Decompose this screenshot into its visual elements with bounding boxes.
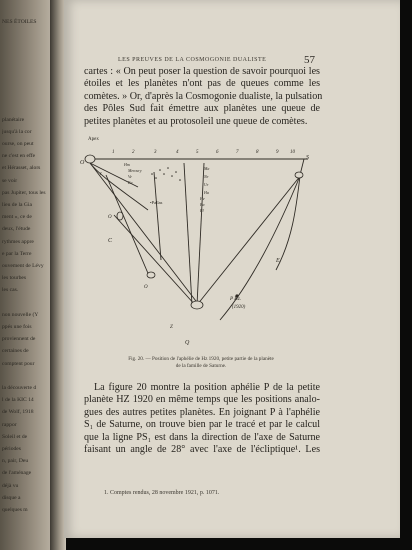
text-line: La figure 20 montre la position aphélie P de la petite: [94, 382, 320, 393]
left-page-fragment: deux, l'étude: [2, 226, 31, 233]
planet-ur: Ur: [204, 182, 209, 187]
planet-ve: Ve: [128, 174, 132, 179]
footnote: 1. Comptes rendus, 28 novembre 1921, p. 1071.: [104, 490, 220, 496]
point-o: [85, 155, 95, 163]
left-page-fragment: NES ÉTOILES: [2, 19, 37, 25]
planet-ea: Ea: [128, 180, 133, 185]
planet-he: He: [200, 196, 205, 201]
label-r: r: [100, 172, 102, 177]
tick-10: 10: [290, 150, 295, 155]
text-line: S₁ de Saturne, on trouve bien par le tracé et par le calcul: [84, 419, 320, 431]
left-page-fragment: planétaire: [2, 116, 25, 123]
paragraph-bottom: [84, 382, 320, 456]
text-line: gues des autres petites planètes. En joignant P à l'aphélie: [84, 406, 320, 418]
left-page-fragment: ne c'est en effe: [2, 153, 36, 160]
diagram-line: [114, 215, 196, 306]
left-page-fragment: la découverte d: [2, 385, 37, 391]
label-o: O: [80, 160, 85, 166]
left-page-fragment: de l'aménage: [2, 470, 32, 477]
left-page-fragment: ouvement de Lévy: [2, 263, 44, 269]
tick-8: 8: [256, 150, 259, 155]
label-p-hz: P Hz.: [230, 297, 242, 302]
label-apex: Apex: [88, 137, 99, 142]
point-o2: [117, 212, 123, 220]
left-page-fragment: jusqu'à la cor: [2, 128, 32, 135]
tick-1: 1: [112, 150, 115, 155]
planet-hm: Hm: [124, 162, 130, 167]
left-page-fragment: déjà vu: [2, 482, 19, 489]
planet-pa: Pa: [200, 202, 205, 207]
left-page-fragment: rappor: [2, 421, 17, 428]
point-s1: [295, 172, 303, 178]
left-page-fragment: lieu de la Gia: [2, 202, 32, 208]
tick-4: 4: [176, 150, 179, 155]
text-line: petites planètes et au protosoleil une queue de comètes.: [84, 115, 308, 127]
tick-9: 9: [276, 150, 279, 155]
left-page-fragment: non nouvelle (Y: [2, 311, 39, 318]
left-page-fragment: de Wolf, 1918: [2, 409, 34, 416]
left-page-fragment: l de la KIC 14: [2, 397, 34, 404]
left-page-fragment: les cas.: [2, 287, 19, 294]
text-line: que la ligne PS₁ est dans la direction de l'axe de Saturne: [84, 431, 320, 443]
left-page-fragment: disque a: [2, 494, 21, 501]
planet-mercury: Mercury: [128, 168, 142, 173]
point-q: [191, 301, 203, 309]
left-page-fragment: ourse, on peut: [2, 141, 34, 147]
left-page-fragment: n, pair, Deu: [2, 458, 29, 465]
planet-ne: Ne: [204, 174, 209, 179]
label-s1: S: [306, 155, 309, 161]
label-c: C: [108, 238, 113, 244]
page-number: 57: [304, 54, 315, 66]
diagram-line: [197, 175, 301, 305]
background-edge: [400, 0, 412, 550]
text-line: faisant un angle de 28° avec l'axe de l'écliptique¹. Les: [84, 444, 320, 456]
left-page-fragment: quelques m: [2, 507, 28, 513]
orbit-diagram: [64, 130, 400, 350]
left-page-fragment: et Hérasset, alors: [2, 165, 41, 172]
diagram-line: [197, 163, 204, 305]
figure-caption: [96, 356, 306, 370]
planet-ma: Ma: [204, 166, 210, 171]
label-z: Z: [170, 325, 173, 330]
left-page-fragment: proviennent de: [2, 336, 36, 343]
point-o1: [147, 272, 155, 278]
text-line: comètes. » Or, d'après la Cosmogonie dualiste, la pulsation: [84, 90, 323, 102]
paragraph-top: [84, 66, 323, 128]
left-page-fragment: Soleil et de: [2, 433, 28, 440]
text-line: planète HZ 1920 en même temps que les positions analo-: [84, 394, 320, 406]
label-o1: O: [144, 285, 148, 290]
caption-line: Fig. 20. — Position de l'aphélie de Hz 1920, petite partie de la planète: [128, 356, 274, 362]
label-pallas: •Pallas: [150, 200, 163, 205]
left-page-fragment: comptent pour: [2, 360, 35, 367]
tick-7: 7: [236, 150, 239, 155]
label-year: (1920): [232, 305, 246, 310]
text-line: des Pôles Sud fait émettre aux planètes une queue de: [84, 103, 320, 115]
label-e: E: [276, 258, 280, 264]
tick-2: 2: [132, 150, 135, 155]
tick-5: 5: [196, 150, 199, 155]
left-page-fragment: pas Jupiter, tous les: [2, 189, 46, 196]
tick-3: 3: [154, 150, 157, 155]
left-page-fragment: ppés une fois: [2, 324, 32, 330]
diagram-line: [106, 175, 150, 278]
tick-6: 6: [216, 150, 219, 155]
label-o2: O: [108, 215, 112, 220]
left-page-fragment: périodes: [2, 446, 21, 452]
left-page-fragment: ment », ce de: [2, 214, 32, 221]
label-q: Q: [185, 340, 190, 346]
left-page-fragment: se voir: [2, 177, 18, 184]
running-title: LES PREUVES DE LA COSMOGONIE DUALISTE: [118, 57, 267, 63]
caption-line: de la famille de Saturne.: [175, 363, 227, 369]
left-page-fragment: e par la Terre: [2, 250, 32, 257]
text-line: étoiles et les planètes n'ont pas de queues comme les: [84, 78, 320, 90]
diagram-line: [184, 163, 192, 305]
planet-pl: Pl: [200, 208, 204, 213]
left-page-fragment: certaines de: [2, 348, 29, 355]
left-page-fragment: rythmes appre: [2, 238, 34, 245]
planet-ha: Ha: [204, 190, 209, 195]
diagram-line: [90, 163, 199, 305]
left-page-fragment: les tourbes: [2, 275, 27, 282]
diagram-line: [154, 172, 161, 260]
text-line: cartes : « On peut poser la question de savoir pourquoi les: [84, 66, 320, 77]
